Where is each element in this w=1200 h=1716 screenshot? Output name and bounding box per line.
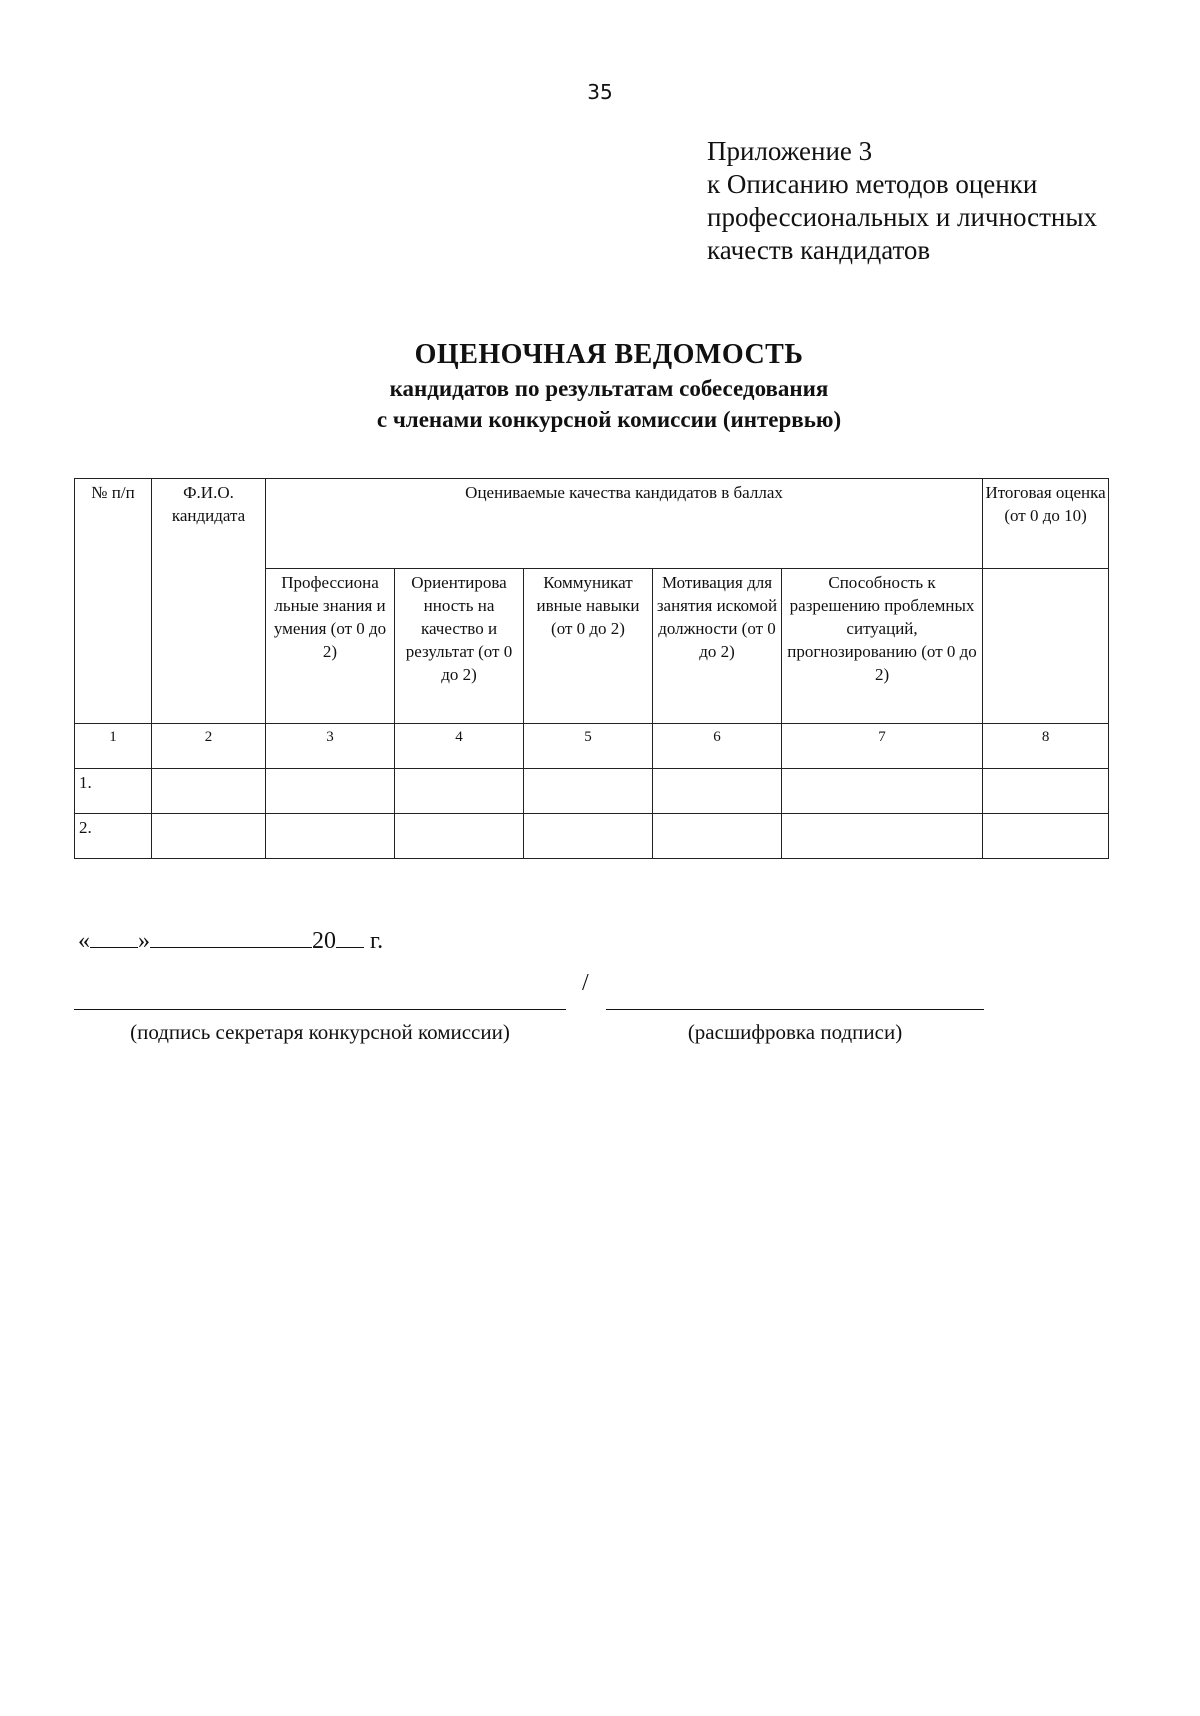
signature-decoding-caption: (расшифровка подписи) xyxy=(687,1020,903,1044)
table-cell xyxy=(266,814,395,859)
year-suffix: г. xyxy=(370,928,384,954)
date-line xyxy=(78,925,383,955)
table-row xyxy=(75,814,1109,859)
signature-caption: (подпись секретаря конкурсной комиссии) xyxy=(130,1020,510,1044)
subheader-motivation: Мотивация для занятия искомой должности (от 0 до 2) xyxy=(653,569,782,724)
table-cell xyxy=(782,769,983,814)
document-title-block xyxy=(0,337,1200,435)
table-cell xyxy=(395,814,524,859)
header-fio: Ф.И.О. кандидата xyxy=(152,479,266,724)
column-number: 3 xyxy=(266,724,395,769)
signature-decoding-line xyxy=(606,1009,984,1010)
header-total: Итоговая оценка (от 0 до 10) xyxy=(983,479,1109,569)
table-cell xyxy=(983,814,1109,859)
header-qualities: Оцениваемые качества кандидатов в баллах xyxy=(266,479,983,569)
signature-separator: / xyxy=(582,970,589,996)
table-cell xyxy=(266,769,395,814)
subheader-problem-solving: Способность к разрешению проблемных ситуаций, прогнозированию (от 0 до 2) xyxy=(782,569,983,724)
subheader-professional-knowledge: Профессиона льные знания и умения (от 0 до 2) xyxy=(266,569,395,724)
subheader-total-empty xyxy=(983,569,1109,724)
header-number: № п/п xyxy=(75,479,152,724)
table-cell xyxy=(782,814,983,859)
document-title: ОЦЕНОЧНАЯ ВЕДОМОСТЬ xyxy=(414,339,804,370)
column-number-row xyxy=(75,724,1109,769)
document-subtitle-1: кандидатов по результатам собеседования xyxy=(389,376,829,401)
table-cell xyxy=(524,769,653,814)
appendix-line: качеств кандидатов xyxy=(707,235,931,265)
table-cell xyxy=(524,814,653,859)
signature-line xyxy=(74,1009,566,1010)
document-subtitle-2: с членами конкурсной комиссии (интервью) xyxy=(376,407,842,432)
appendix-line: Приложение 3 xyxy=(707,136,873,166)
table-cell xyxy=(653,814,782,859)
table-cell xyxy=(983,769,1109,814)
subheader-quality-orientation: Ориентирова нность на качество и результат (от 0 до 2) xyxy=(395,569,524,724)
column-number: 8 xyxy=(983,724,1109,769)
table-cell xyxy=(152,769,266,814)
year-prefix: 20 xyxy=(312,928,336,954)
month-blank xyxy=(150,925,312,948)
column-number: 1 xyxy=(75,724,152,769)
table-row xyxy=(75,769,1109,814)
row-number: 2. xyxy=(75,814,152,859)
row-number: 1. xyxy=(75,769,152,814)
column-number: 5 xyxy=(524,724,653,769)
appendix-line: профессиональных и личностных xyxy=(707,202,1098,232)
date-close-quote: » xyxy=(138,928,150,954)
table-cell xyxy=(653,769,782,814)
column-number: 4 xyxy=(395,724,524,769)
column-number: 2 xyxy=(152,724,266,769)
page-number: 35 xyxy=(587,80,613,104)
table-cell xyxy=(395,769,524,814)
appendix-note xyxy=(707,135,1097,267)
column-number: 6 xyxy=(653,724,782,769)
day-blank xyxy=(90,925,138,948)
table-cell xyxy=(152,814,266,859)
column-number: 7 xyxy=(782,724,983,769)
evaluation-table xyxy=(74,478,1109,859)
appendix-line: к Описанию методов оценки xyxy=(707,169,1038,199)
date-open-quote: « xyxy=(78,928,90,954)
year-blank xyxy=(336,925,364,948)
subheader-communication: Коммуникат ивные навыки (от 0 до 2) xyxy=(524,569,653,724)
